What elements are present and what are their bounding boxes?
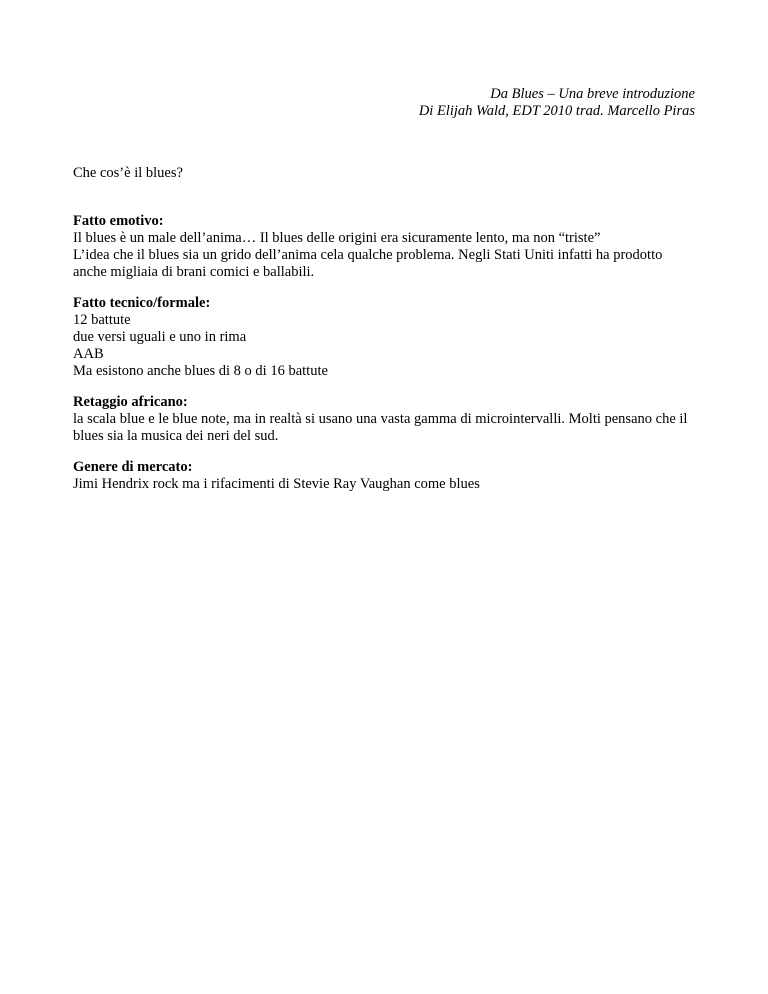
section-african-heritage (73, 394, 695, 445)
header-author: Di Elijah Wald, EDT 2010 trad. Marcello Piras (418, 103, 695, 119)
section-line: Il blues è un male dell’anima… Il blues delle origini era sicuramente lento, ma non “triste” (73, 230, 601, 246)
section-line: Jimi Hendrix rock ma i rifacimenti di Stevie Ray Vaughan come blues (73, 476, 480, 492)
header-title: Da Blues – Una breve introduzione (490, 86, 695, 102)
section-line: L’idea che il blues sia un grido dell’anima cela qualche problema. Negli Stati Uniti infatti ha prodotto anche migliaia di brani comici e ballabili. (73, 247, 663, 280)
document-header (73, 86, 695, 120)
section-title: Fatto tecnico/formale: (73, 295, 211, 311)
section-line: 12 battute (73, 312, 131, 328)
section-technical (73, 295, 695, 380)
section-emotional (73, 213, 695, 281)
document-page (73, 86, 695, 493)
section-line: AAB (73, 346, 104, 362)
section-market-genre (73, 459, 695, 493)
section-line: Ma esistono anche blues di 8 o di 16 battute (73, 363, 328, 379)
section-line: due versi uguali e uno in rima (73, 329, 247, 345)
section-line: la scala blue e le blue note, ma in realtà si usano una vasta gamma di microintervalli. Molti pensano che il blues sia la musica dei neri del sud. (73, 411, 688, 444)
section-title: Fatto emotivo: (73, 213, 164, 229)
section-title: Genere di mercato: (73, 459, 193, 475)
section-title: Retaggio africano: (73, 394, 188, 410)
intro-question: Che cos’è il blues? (73, 165, 183, 181)
